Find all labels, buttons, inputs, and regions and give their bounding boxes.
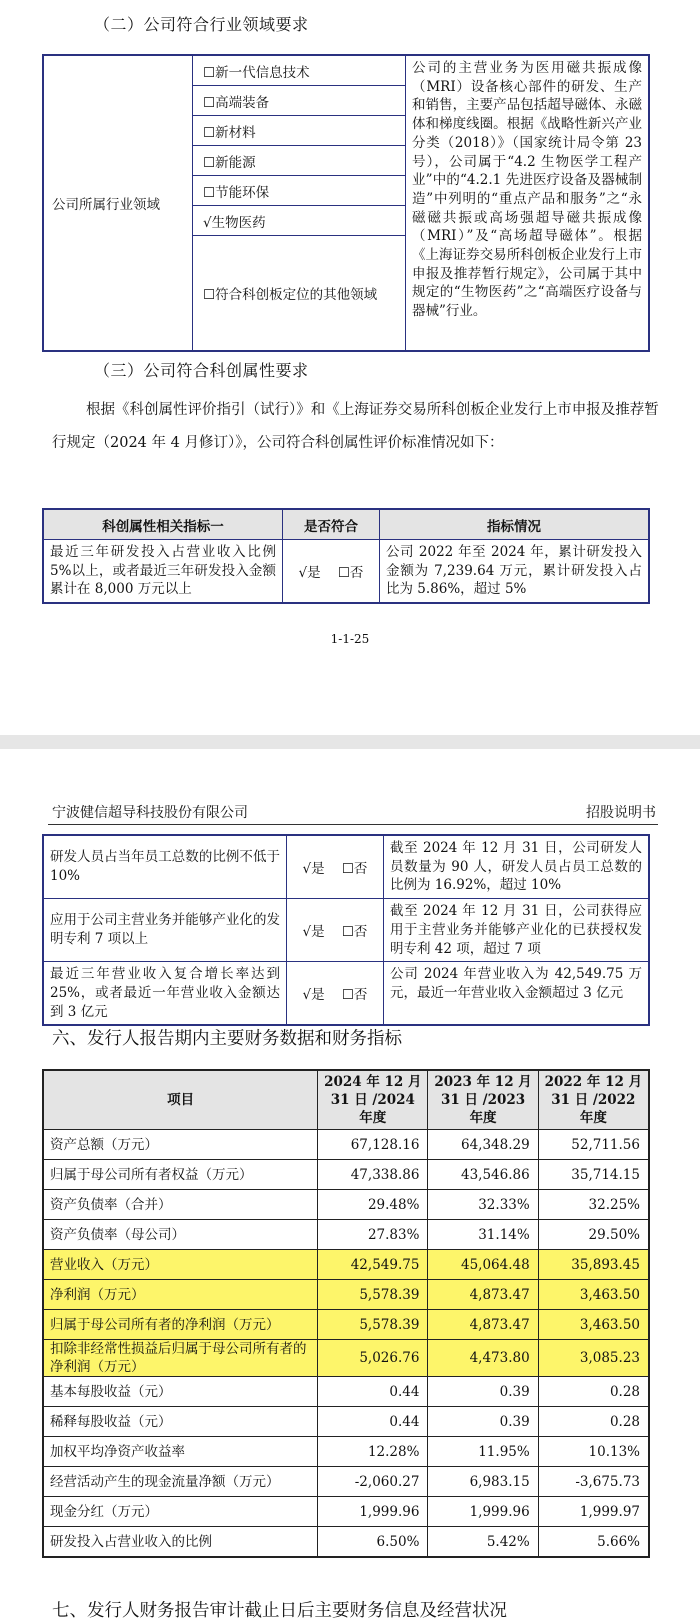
financial-row [43,1527,649,1558]
no-unchecked: ☐否 [337,565,364,582]
financial-row [43,1190,649,1220]
header-item: 项目 [43,1070,318,1130]
value-2024: 67,128.16 [318,1130,428,1160]
row-label: 营业收入（万元） [43,1250,318,1280]
row-label: 经营活动产生的现金流量净额（万元） [43,1467,318,1497]
page-2 [0,749,700,1621]
indicator-detail: 截至 2024 年 12 月 31 日，公司研发人员数量为 90 人，研发人员占员工总数的比例为 16.92%，超过 10% [384,835,650,899]
industry-option: ☐新一代信息技术 [193,55,406,86]
compliance-cell [283,540,380,604]
section-3-title: （三）公司符合科创属性要求 [94,361,309,380]
value-2024: 0.44 [318,1377,428,1407]
financial-table [42,1069,650,1558]
header-rule [48,824,658,825]
value-2022: 32.25% [538,1190,649,1220]
page-1 [0,0,700,735]
value-2022: 3,085.23 [538,1340,649,1377]
industry-description: 公司的主营业务为医用磁共振成像（MRI）设备核心部件的研发、生产和销售，主要产品包括超导磁体、永磁体和梯度线圈。根据《战略性新兴产业分类（2018）》（国家统计局令第 23 号），公司属于“4.2 生物医学工程产业”中的“4.2.1 先进医疗设备及器械制造”中列明的“重点产品和服务”之“永磁磁共振或高场强超导磁共振成像（MRI）”及“高场超导磁体”。根据《上海证券交易所科创板企业发行上市申报及推荐暂行规定》，公司属于其中规定的“生物医药”之“高端医疗设备与器械”行业。 [406,55,650,351]
value-2023: 45,064.48 [428,1250,538,1280]
value-2022: 1,999.97 [538,1497,649,1527]
attribute-table-continued [42,834,650,1026]
value-2024: 12.28% [318,1437,428,1467]
indicator-detail: 截至 2024 年 12 月 31 日，公司获得应用于主营业务并能够产业化的已获授权发明专利 42 项，超过 7 项 [384,899,650,962]
value-2024: 5,026.76 [318,1340,428,1377]
industry-label: 公司所属行业领域 [43,55,193,351]
header-2022: 2022 年 12 月 31 日 /2022 年度 [538,1070,649,1130]
compliance-cell [287,962,384,1026]
yes-checked: √是 [302,924,325,941]
row-label: 资产负债率（母公司） [43,1220,318,1250]
financial-row [43,1497,649,1527]
value-2023: 6,983.15 [428,1467,538,1497]
value-2024: 6.50% [318,1527,428,1558]
financial-row [43,1160,649,1190]
row-label: 现金分红（万元） [43,1497,318,1527]
indicator-detail: 公司 2024 年营业收入为 42,549.75 万元，最近一年营业收入金额超过 3 亿元 [384,962,650,1026]
row-label: 研发投入占营业收入的比例 [43,1527,318,1558]
financial-row [43,1340,649,1377]
financial-row [43,1407,649,1437]
industry-table [42,54,650,352]
value-2023: 4,873.47 [428,1280,538,1310]
indicator-text: 应用于公司主营业务并能够产业化的发明专利 7 项以上 [43,899,287,962]
financial-row [43,1310,649,1340]
value-2024: -2,060.27 [318,1467,428,1497]
indicator-detail: 公司 2022 年至 2024 年，累计研发投入金额为 7,239.64 万元，累计研发投入占比为 5.86%，超过 5% [380,540,650,604]
page-separator [0,735,700,749]
value-2024: 47,338.86 [318,1160,428,1190]
value-2022: -3,675.73 [538,1467,649,1497]
value-2022: 29.50% [538,1220,649,1250]
financial-table-body [43,1130,649,1558]
no-unchecked: ☐否 [341,987,368,1004]
value-2024: 5,578.39 [318,1280,428,1310]
value-2022: 35,893.45 [538,1250,649,1280]
yes-checked: √是 [302,861,325,878]
company-name: 宁波健信超导科技股份有限公司 [52,805,248,821]
value-2023: 43,546.86 [428,1160,538,1190]
row-label: 资产总额（万元） [43,1130,318,1160]
value-2023: 4,873.47 [428,1310,538,1340]
industry-option: ☐新能源 [193,146,406,176]
row-label: 加权平均净资产收益率 [43,1437,318,1467]
row-label: 稀释每股收益（元） [43,1407,318,1437]
industry-option: ☐节能环保 [193,176,406,206]
no-unchecked: ☐否 [341,861,368,878]
header-2024: 2024 年 12 月 31 日 /2024 年度 [318,1070,428,1130]
value-2024: 5,578.39 [318,1310,428,1340]
value-2022: 35,714.15 [538,1160,649,1190]
financial-row [43,1467,649,1497]
value-2022: 0.28 [538,1377,649,1407]
value-2023: 11.95% [428,1437,538,1467]
row-label: 归属于母公司所有者的净利润（万元） [43,1310,318,1340]
yes-checked: √是 [302,987,325,1004]
value-2023: 0.39 [428,1407,538,1437]
financial-row [43,1377,649,1407]
indicator-text: 最近三年研发投入占营业收入比例 5%以上，或者最近三年研发投入金额累计在 8,000 万元以上 [43,540,283,604]
row-label: 净利润（万元） [43,1280,318,1310]
industry-option: ☐高端装备 [193,86,406,116]
value-2022: 3,463.50 [538,1280,649,1310]
section-3-paragraph: 根据《科创属性评价指引（试行）》和《上海证券交易所科创板企业发行上市申报及推荐暂行规定（2024 年 4 月修订）》，公司符合科创属性评价标准情况如下： [52,402,659,451]
header-2023: 2023 年 12 月 31 日 /2023 年度 [428,1070,538,1130]
value-2024: 29.48% [318,1190,428,1220]
yes-checked: √是 [298,565,321,582]
indicator-text: 研发人员占当年员工总数的比例不低于 10% [43,835,287,899]
industry-option: ☐符合科创板定位的其他领域 [193,236,406,352]
indicator-text: 最近三年营业收入复合增长率达到 25%，或者最近一年营业收入金额达到 3 亿元 [43,962,287,1026]
row-label: 扣除非经常性损益后归属于母公司所有者的净利润（万元） [43,1340,318,1377]
financial-row [43,1437,649,1467]
compliance-cell [287,835,384,899]
value-2023: 32.33% [428,1190,538,1220]
value-2023: 4,473.80 [428,1340,538,1377]
value-2022: 0.28 [538,1407,649,1437]
value-2023: 31.14% [428,1220,538,1250]
value-2024: 27.83% [318,1220,428,1250]
value-2022: 10.13% [538,1437,649,1467]
financial-row [43,1130,649,1160]
value-2023: 0.39 [428,1377,538,1407]
header-detail: 指标情况 [380,509,650,540]
value-2024: 1,999.96 [318,1497,428,1527]
financial-row [43,1220,649,1250]
compliance-cell [287,899,384,962]
value-2023: 1,999.96 [428,1497,538,1527]
row-label: 归属于母公司所有者权益（万元） [43,1160,318,1190]
row-label: 资产负债率（合并） [43,1190,318,1220]
no-unchecked: ☐否 [341,924,368,941]
header-compliance: 是否符合 [283,509,380,540]
financial-row [43,1250,649,1280]
row-label: 基本每股收益（元） [43,1377,318,1407]
value-2022: 3,463.50 [538,1310,649,1340]
header-indicator: 科创属性相关指标一 [43,509,283,540]
value-2023: 5.42% [428,1527,538,1558]
value-2024: 42,549.75 [318,1250,428,1280]
value-2022: 52,711.56 [538,1130,649,1160]
section-2-title: （二）公司符合行业领域要求 [94,15,309,34]
page-number: 1-1-25 [330,632,370,646]
value-2023: 64,348.29 [428,1130,538,1160]
section-6-title: 六、发行人报告期内主要财务数据和财务指标 [52,1029,402,1049]
industry-option: ☐新材料 [193,116,406,146]
value-2024: 0.44 [318,1407,428,1437]
financial-row [43,1280,649,1310]
value-2022: 5.66% [538,1527,649,1558]
industry-option-selected: √生物医药 [193,206,406,236]
document-type: 招股说明书 [586,805,656,821]
section-7-title: 七、发行人财务报告审计截止日后主要财务信息及经营状况 [52,1601,507,1621]
attribute-table [42,508,650,604]
